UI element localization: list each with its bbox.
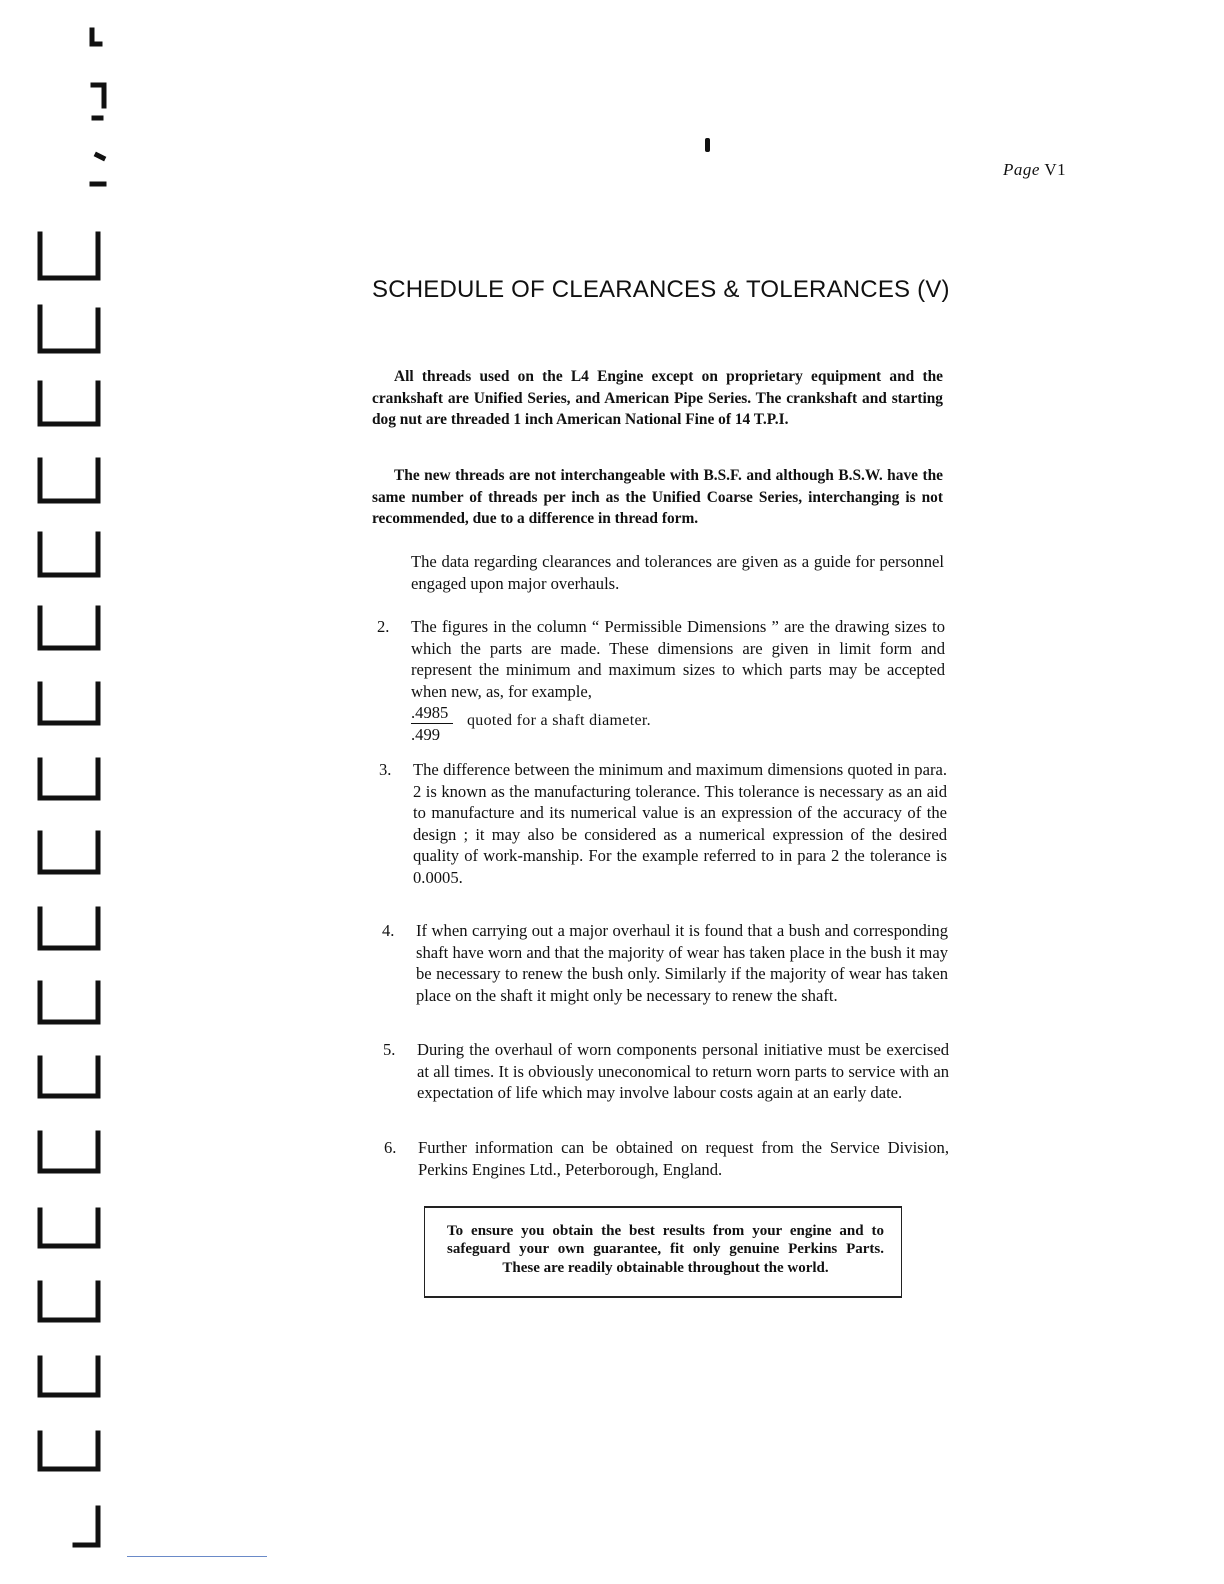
binding-margin-marks (0, 0, 130, 1584)
intro-paragraph-threads: All threads used on the L4 Engine except on proprietary equipment and the crankshaft are Unified Series, and American Pipe Series. The crankshaft and starting dog nut are threaded 1 inch American National Fine of 14 T.P.I. (372, 368, 943, 428)
genuine-parts-notice-box (424, 1206, 902, 1298)
page-label: Page (1003, 160, 1040, 179)
paragraph-number: 6. (384, 1138, 397, 1157)
paragraph-text: The figures in the column “ Permissible Dimensions ” are the drawing sizes to which the parts are made. These dimensions are given in limit form and represent the minimum and maximum sizes to which parts may be accepted when new, as, for example, (411, 617, 945, 701)
footer-rule (127, 1556, 267, 1557)
fraction-denominator: .499 (411, 725, 441, 745)
paragraph-text: During the overhaul of worn components personal initiative must be exercised at all times. It is obviously uneconomical to return worn parts to service with an expectation of life which may involve labour costs again at an early date. (417, 1040, 949, 1103)
fraction-numerator: .4985 (411, 703, 453, 724)
paragraph-4 (382, 920, 948, 1006)
limit-fraction (411, 703, 453, 744)
paragraph-6 (384, 1137, 949, 1180)
example-suffix: quoted for a shaft diameter. (467, 712, 651, 730)
paragraph-text: The data regarding clearances and tolerances are given as a guide for personnel engaged upon major overhauls. (411, 552, 944, 593)
paragraph-text: Further information can be obtained on request from the Service Division, Perkins Engines Ltd., Peterborough, England. (418, 1138, 949, 1179)
page-title: SCHEDULE OF CLEARANCES & TOLERANCES (V) (372, 276, 950, 303)
paragraph-5 (383, 1039, 949, 1104)
paragraph-2 (377, 616, 945, 747)
notice-text: To ensure you obtain the best results from your engine and to safeguard your own guarantee, fit only genuine Perkins Parts. These are readily obtainable throughout the world. (447, 1223, 884, 1276)
paragraph-text: If when carrying out a major overhaul it is found that a bush and corresponding shaft have worn and that the majority of wear has taken place in the bush it may be necessary to renew the bush only. Similarly if the majority of wear has taken place on the shaft it might only be necessary to renew the shaft. (416, 921, 948, 1005)
limit-form-example (411, 703, 945, 747)
paragraph-number: 4. (382, 921, 395, 940)
paragraph-number: 3. (379, 760, 392, 779)
page-number-value: V1 (1044, 160, 1067, 179)
intro-paragraph-interchangeability: The new threads are not interchangeable with B.S.F. and although B.S.W. have the same number of threads per inch as the Unified Coarse Series, interchanging is not recommended, due to a difference in thread form. (372, 467, 943, 527)
printing-mark (705, 138, 710, 152)
paragraph-text: The difference between the minimum and maximum dimensions quoted in para. 2 is known as the manufacturing tolerance. This tolerance is necessary as an aid to manufacture and its numerical value is an expression of the accuracy of the design ; it may also be considered as a numerical expression of the desired quality of work-manship. For the example referred to in para 2 the tolerance is 0.0005. (413, 760, 947, 887)
paragraph-data-guide (411, 551, 944, 594)
paragraph-number: 2. (377, 617, 390, 636)
paragraph-number: 5. (383, 1040, 396, 1059)
page-number (1003, 160, 1066, 180)
paragraph-3 (379, 759, 947, 889)
